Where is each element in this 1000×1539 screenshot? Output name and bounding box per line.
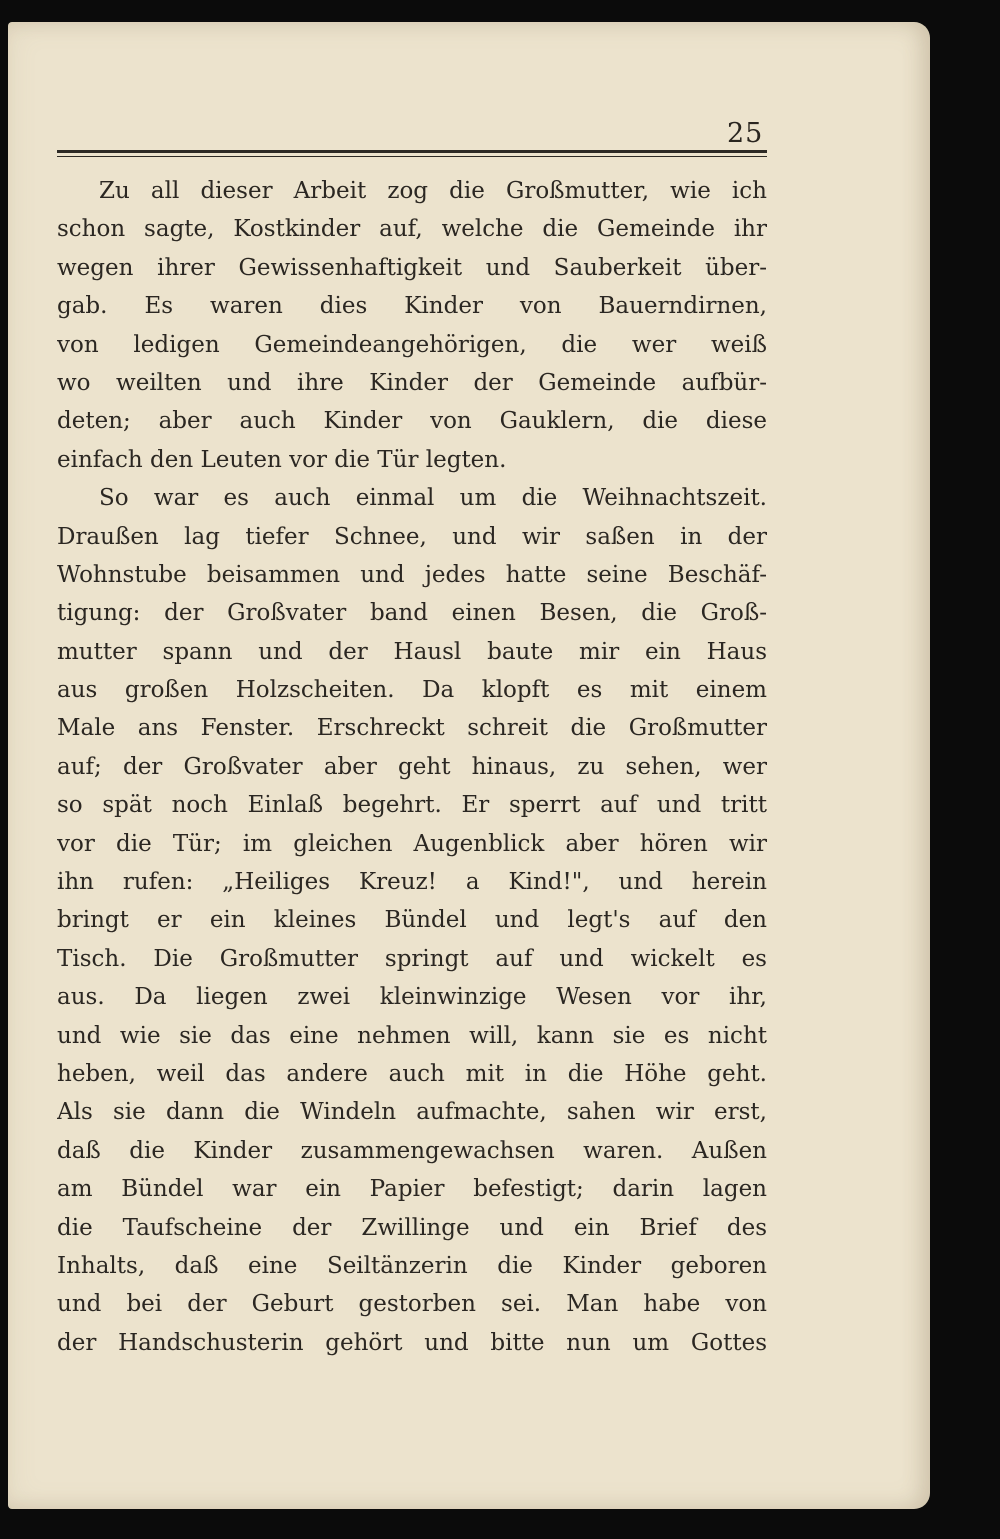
page-number: 25 — [727, 118, 764, 149]
text-line: einfach den Leuten vor die Tür legten. — [57, 446, 507, 473]
header-rule-thin — [57, 156, 767, 157]
header-rule — [57, 150, 767, 153]
text-line: daß die Kinder zusammengewachsen waren. Außen — [57, 1137, 767, 1164]
text-line: mutter spann und der Hausl baute mir ein Haus — [57, 638, 767, 665]
text-line: wo weilten und ihre Kinder der Gemeinde aufbür- — [57, 369, 767, 396]
text-line: der Handschusterin gehört und bitte nun um Gottes — [57, 1329, 767, 1356]
text-line: tigung: der Großvater band einen Besen, die Groß- — [57, 600, 767, 627]
text-line: Zu all dieser Arbeit zog die Großmutter, wie ich — [99, 178, 767, 204]
text-line: gab. Es waren dies Kinder von Bauerndirnen, — [57, 293, 767, 320]
text-line: ihn rufen: „Heiliges Kreuz! a Kind!", und herein — [57, 869, 767, 896]
text-line: am Bündel war ein Papier befestigt; darin lagen — [57, 1176, 767, 1203]
text-line: Tisch. Die Großmutter springt auf und wickelt es — [57, 945, 767, 972]
text-line: wegen ihrer Gewissenhaftigkeit und Sauberkeit über- — [57, 254, 767, 281]
text-line: aus. Da liegen zwei kleinwinzige Wesen vor ihr, — [57, 984, 767, 1011]
text-line: und wie sie das eine nehmen will, kann sie es nicht — [57, 1022, 767, 1049]
text-line: Wohnstube beisammen und jedes hatte seine Beschäf- — [57, 561, 767, 588]
text-line: die Taufscheine der Zwillinge und ein Brief des — [57, 1214, 767, 1241]
text-line: so spät noch Einlaß begehrt. Er sperrt auf und tritt — [57, 792, 767, 819]
body-text — [57, 172, 767, 1362]
text-line: Male ans Fenster. Erschreckt schreit die Großmutter — [57, 715, 767, 742]
text-line: heben, weil das andere auch mit in die Höhe geht. — [57, 1060, 767, 1087]
text-line: und bei der Geburt gestorben sei. Man habe von — [57, 1291, 767, 1318]
text-line: bringt er ein kleines Bündel und legt's auf den — [57, 907, 767, 934]
text-line: schon sagte, Kostkinder auf, welche die Gemeinde ihr — [57, 216, 767, 243]
text-line: von ledigen Gemeindeangehörigen, die wer weiß — [57, 331, 767, 358]
text-line: Als sie dann die Windeln aufmachte, sahen wir erst, — [57, 1099, 767, 1126]
text-line: Draußen lag tiefer Schnee, und wir saßen in der — [57, 523, 767, 550]
text-line: aus großen Holzscheiten. Da klopft es mit einem — [57, 677, 767, 704]
text-line: So war es auch einmal um die Weihnachtszeit. — [99, 485, 767, 512]
text-line: auf; der Großvater aber geht hinaus, zu sehen, wer — [57, 753, 767, 780]
text-line: Inhalts, daß eine Seiltänzerin die Kinder geboren — [57, 1252, 767, 1279]
text-line: vor die Tür; im gleichen Augenblick aber hören wir — [57, 830, 767, 857]
text-line: deten; aber auch Kinder von Gauklern, die diese — [57, 408, 767, 435]
